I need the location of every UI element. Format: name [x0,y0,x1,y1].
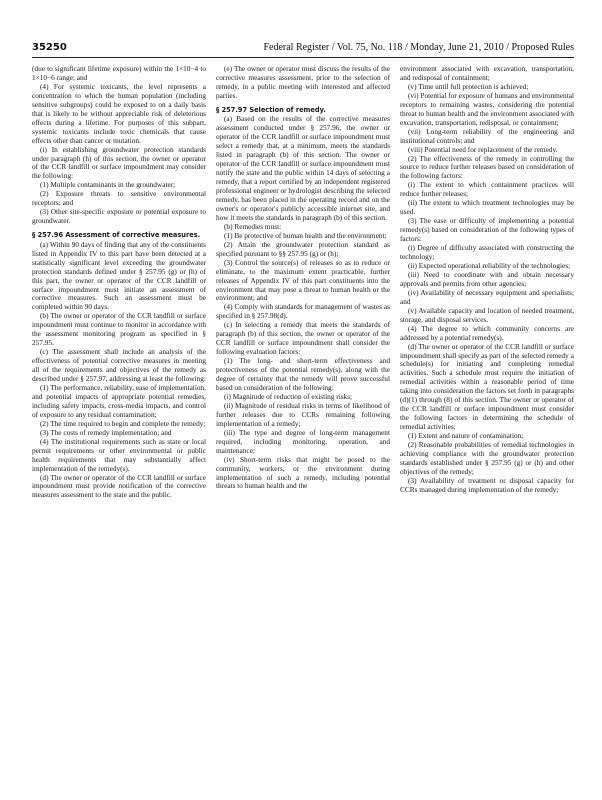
paragraph: (i) In establishing groundwater protection standards under paragraph (h) of this section, the owner or operator of the CCR landfill or surface impoundment may consider the following: [32,144,206,181]
paragraph: (i) Degree of difficulty associated with constructing the technology; [400,243,574,262]
paragraph: (v) Time until full protection is achieved; [408,81,529,91]
running-title: Federal Register / Vol. 75, No. 118 / Monday, June 21, 2010 / Proposed Rules [263,42,574,53]
text-column-2 [216,65,390,770]
paragraph: (ii) The extent to which treatment technologies may be used. [400,198,574,217]
paragraph: (1) Extent and nature of contamination; [408,431,524,441]
paragraph: (vi) Potential for exposure of humans and environmental receptors to remaining wastes, considering the potential threat to human health and the environment associated with excavation, transportation, redisposal, or containment; [400,90,574,127]
paragraph: (4) The degree to which community concerns are addressed by a potential remedy(s). [400,323,574,342]
paragraph: (3) Other site-specific exposure or potential exposure to groundwater. [32,207,206,226]
paragraph: (v) Available capacity and location of needed treatment, storage, and disposal services. [400,305,574,324]
paragraph: (iii) The type and degree of long-term management required, including monitoring, operation, and maintenance; [216,427,390,455]
paragraph: (2) The effectiveness of the remedy in controlling the source to reduce further releases based on consideration of the following factors: [400,153,574,181]
paragraph: (b) The owner or operator of the CCR landfill or surface impoundment must continue to monitor in accordance with the assessment monitoring program as specified in § 257.95. [32,311,206,348]
paragraph: (iv) Availability of necessary equipment and specialists; and [400,287,574,306]
page-header [32,42,574,56]
paragraph: (d) The owner or operator of the CCR landfill or surface impoundment must provide notification of the corrective measures assessment to the state and the public. [32,472,206,500]
paragraph: (2) Reasonable probabilities of remedial technologies in achieving compliance with the groundwater protection standards established under § 257.95 (g) or (h) and other objectives of the remedy; [400,440,574,476]
paragraph: (viii) Potential need for replacement of the remedy. [408,144,558,154]
paragraph: (ii) Expected operational reliability of the technologies; [408,260,571,270]
paragraph: (1) Be protective of human health and the environment; [224,230,387,240]
paragraph: (i) Magnitude of reduction of existing risks; [224,391,353,401]
paragraph: (4) Comply with standards for management of wastes as specified in § 257.98(d). [216,302,390,321]
page-number: 35250 [32,42,67,53]
paragraph: (1) Multiple contaminants in the groundwater; [40,180,176,190]
paragraph: (2) Exposure threats to sensitive environmental receptors; and [32,189,206,208]
paragraph: (c) In selecting a remedy that meets the standards of paragraph (b) of this section, the owner or operator of the CCR landfill or surface impoundment shall consider the following evaluation factors: [216,320,390,357]
paragraph: (d) The owner or operator of the CCR landfill or surface impoundment shall specify as part of the selected remedy a schedule(s) for initiating and completing remedial activities. Such a schedule must require the initiation of remedial activities within a reasonable period of time taking into consideration the factors set forth in paragraphs (d)(1) through (8) of this section. The owner or operator of the CCR landfill or surface impoundment must consider the following factors in determining the schedule of remedial activities: [400,341,574,432]
paragraph: (1) The long- and short-term effectiveness and protectiveness of the potential remedy(s), along with the degree of certainty that the remedy will prove successful based on consideration of the following: [216,356,390,392]
paragraph: (ii) Magnitude of residual risks in terms of likelihood of further releases due to CCRs remaining following implementation of a remedy; [216,400,390,428]
paragraph: (b) Remedies must: [224,221,282,231]
paragraph: (e) The owner or operator must discuss the results of the corrective measures assessment, prior to the selection of remedy, in a public meeting with interested and affected parties. [216,65,390,100]
section-heading: § 257.97 Selection of remedy. [216,105,326,114]
paragraph: (iv) Short-term risks that might be posed to the community, workers, or the environment during implementation of such a remedy, including potential threats to human health and the [216,454,390,491]
paragraph: environment associated with excavation, transportation, and redisposal of containment; [400,65,574,82]
paragraph: (4) For systemic toxicants, the level represents a concentration to which the human population (including sensitive subgroups) could be exposed to on a daily basis that is likely to be without appreciable risk of deleterious effects during a lifetime. For purposes of this subpart, systemic toxicants include toxic chemicals that cause effects other than cancer or mutation. [32,81,206,145]
paragraph: (4) The institutional requirements such as state or local permit requirements or other environmental or public health requirements that may substantially affect implementation of the remedy(s). [32,436,206,473]
paragraph: (due to significant lifetime exposure) within the 1×10−4 to 1×10−6 range; and [32,65,206,82]
paragraph: (2) Attain the groundwater protection standard as specified pursuant to §§ 257.95 (g) or (h); [216,239,390,258]
paragraph: (3) Control the source(s) of releases so as to reduce or eliminate, to the maximum extent practicable, further releases of Appendix IV of this part constituents into the environment that may pose a threat to human health or the environment; and [216,257,390,303]
paragraph: (3) The ease or difficulty of implementing a potential remedy(s) based on consideration of the following types of factors: [400,216,574,244]
paragraph: (3) Availability of treatment or disposal capacity for CCRs managed during implementation of the remedy; [400,475,574,494]
paragraph: (i) The extent to which containment practices will reduce further releases; [400,180,574,199]
paragraph: (3) The costs of remedy implementation; and [40,427,172,437]
paragraph: (1) The performance, reliability, ease of implementation, and potential impacts of appropriate potential remedies, including safety impacts, cross-media impacts, and control of exposure to any residual contamination; [32,383,206,419]
section-heading: § 257.96 Assessment of corrective measures. [32,231,201,240]
paragraph: (a) Based on the results of the corrective measures assessment conducted under § 257.96, the owner or operator of the CCR landfill or surface impoundment must select a remedy that, at a minimum, meets the standards listed in paragraph (b) of this section. The owner or operator of the CCR landfill or surface impoundment must notify the state and the public within 14 days of selecting a remedy, that a report certified by an independent registered professional engineer or hydrologist describing the selected remedy, has been placed in the operating record and on the owner's or operator's publicly accessible internet site, and how it meets the standards in paragraph (b) of this section. [216,114,390,222]
paragraph: (vii) Long-term reliability of the engineering and institutional controls; and [400,126,574,145]
paragraph: (2) The time required to begin and complete the remedy; [40,418,206,428]
header-rule [32,57,574,58]
text-column-3 [400,65,574,770]
paragraph: (c) The assessment shall include an analysis of the effectiveness of potential corrective measures in meeting all of the requirements and objectives of the remedy as described under § 257.97, addressing at least the following: [32,347,206,384]
paragraph: (iii) Need to coordinate with and obtain necessary approvals and permits from other agencies; [400,269,574,288]
text-column-1 [32,65,206,770]
paragraph: (a) Within 90 days of finding that any of the constituents listed in Appendix IV to this part have been detected at a statistically significant level exceeding the groundwater protection standards defined under § 257.95 (g) or (h) of this part, the owner or operator of the CCR landfill or surface impoundment must initiate an assessment of corrective measures. Such an assessment must be completed within 90 days. [32,239,206,312]
